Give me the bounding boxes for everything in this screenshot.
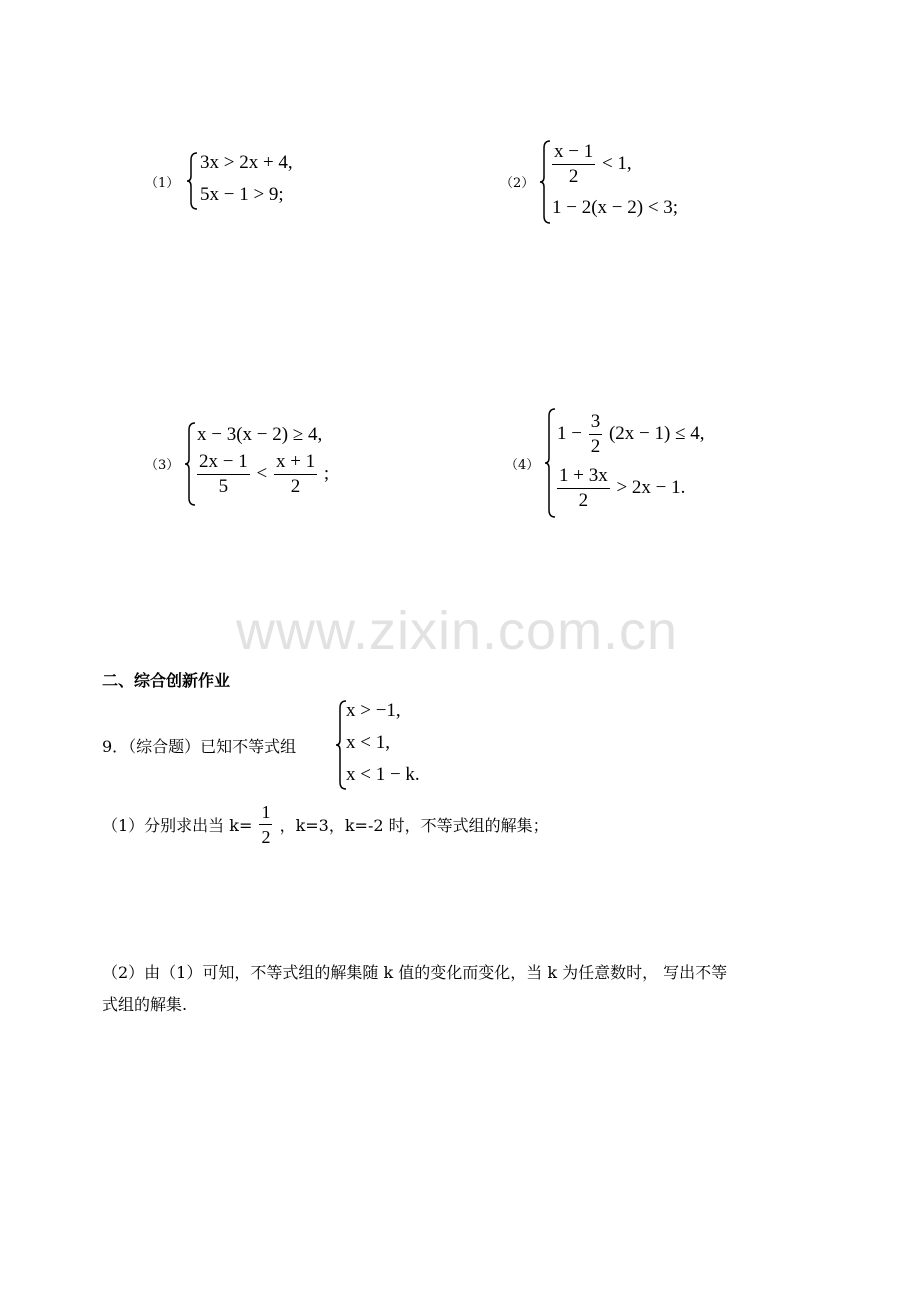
problem-1 [145, 150, 345, 215]
question-9-part-1 [102, 800, 549, 860]
denominator: 2 [290, 476, 301, 497]
numerator: 2x − 1 [197, 450, 250, 475]
denominator: 2 [568, 166, 579, 187]
numerator: 1 + 3x [557, 464, 610, 489]
problem-1-label: （1） [145, 176, 180, 191]
problem-2 [500, 140, 720, 230]
problem-4-line-2 [555, 464, 685, 513]
problem-4-label: （4） [505, 458, 540, 473]
numerator: x + 1 [274, 450, 317, 475]
question-9 [102, 698, 502, 798]
problem-2-label: （2） [500, 176, 535, 191]
brace [187, 152, 199, 210]
problem-3-line-2 [195, 450, 329, 499]
denominator: 2 [590, 436, 601, 457]
question-9-line-2: x < 1, [346, 732, 390, 753]
numerator: 3 [589, 410, 603, 435]
fraction [589, 410, 603, 459]
inequality-rest: < 1, [601, 152, 632, 174]
problem-3-label: （3） [145, 458, 180, 473]
question-9-line-3: x < 1 − k. [346, 764, 420, 785]
watermark: www.zixin.com.cn [236, 601, 679, 661]
part-1-prefix: （1）分别求出当 k= [102, 816, 253, 835]
fraction-right [274, 450, 317, 499]
question-9-part-2-line-1: （2）由（1）可知，不等式组的解集随 k 值的变化而变化，当 k 为任意数时， 写出不等 [102, 963, 728, 982]
operator: < [256, 462, 268, 484]
fraction-one-half [259, 800, 272, 849]
terminator: ; [323, 462, 330, 484]
denominator: 5 [218, 476, 229, 497]
part-1-suffix: ，k=3，k=-2 时，不等式组的解集； [279, 816, 549, 835]
problem-4-line-1 [557, 410, 705, 459]
denominator: 2 [261, 827, 271, 847]
fraction [552, 140, 595, 189]
numerator: 1 [259, 800, 272, 825]
prefix: 1 − [557, 422, 582, 444]
problem-1-line-1: 3x > 2x + 4, [200, 152, 293, 173]
fraction-left [197, 450, 250, 499]
problem-4 [505, 408, 735, 523]
problem-2-line-2: 1 − 2(x − 2) < 3; [552, 197, 679, 218]
question-9-line-1: x > −1, [346, 700, 401, 721]
question-9-intro: 9．（综合题）已知不等式组 [102, 737, 297, 756]
problem-2-line-1 [550, 140, 632, 189]
problem-3 [145, 420, 365, 510]
section-heading: 二、综合创新作业 [102, 671, 231, 690]
inequality-rest: > 2x − 1. [616, 476, 686, 498]
question-9-part-2-line-2: 式组的解集. [102, 995, 188, 1014]
fraction [557, 464, 610, 513]
numerator: x − 1 [552, 140, 595, 165]
problem-1-line-2: 5x − 1 > 9; [200, 184, 284, 205]
problem-3-line-1: x − 3(x − 2) ≥ 4, [197, 424, 323, 445]
denominator: 2 [578, 490, 589, 511]
suffix: (2x − 1) ≤ 4, [608, 422, 705, 444]
